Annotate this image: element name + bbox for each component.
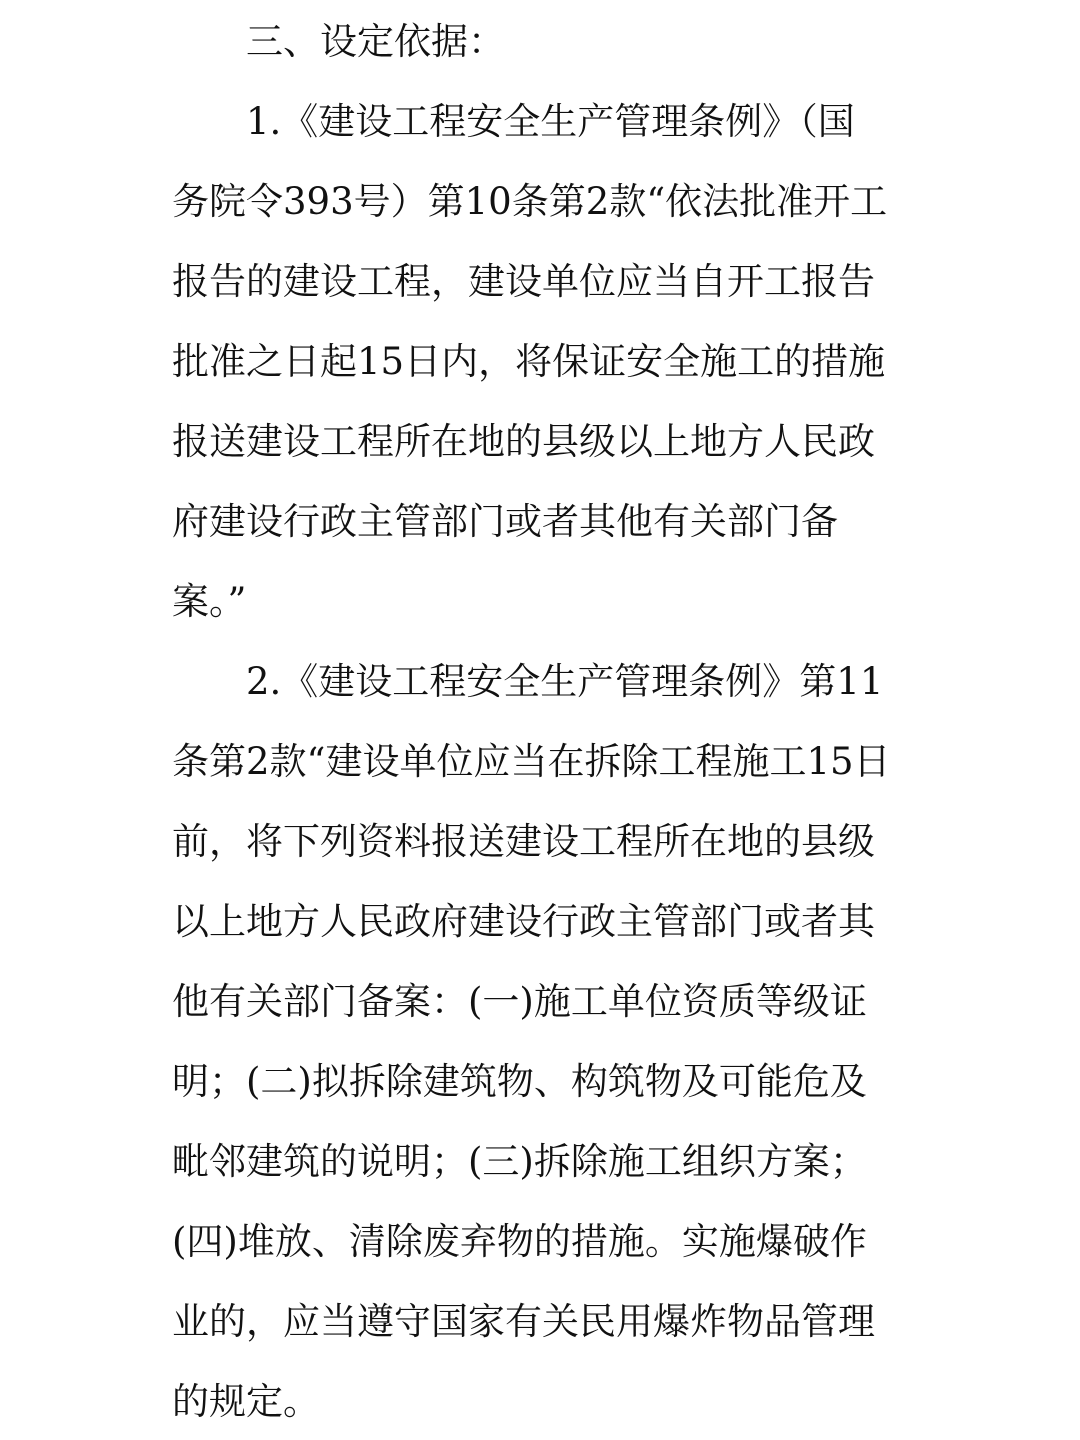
text-line: (四)堆放、清除废弃物的措施。实施爆破作 [172, 1220, 867, 1263]
text-line: 他有关部门备案：(一)施工单位资质等级证 [172, 980, 867, 1023]
text-line: 府建设行政主管部门或者其他有关部门备 [172, 500, 838, 543]
text-line: 1.《建设工程安全生产管理条例》（国 [246, 100, 855, 143]
text-line: 前，将下列资料报送建设工程所在地的县级 [172, 820, 875, 863]
text-line: 以上地方人民政府建设行政主管部门或者其 [172, 900, 875, 943]
text-line: 2.《建设工程安全生产管理条例》第11 [246, 660, 884, 703]
text-line: 的规定。 [172, 1380, 320, 1423]
text-line: 务院令393号）第10条第2款“依法批准开工 [172, 180, 888, 223]
text-line: 报送建设工程所在地的县级以上地方人民政 [172, 420, 875, 463]
text-line: 明；(二)拟拆除建筑物、构筑物及可能危及 [172, 1060, 867, 1103]
text-line: 案。” [172, 580, 247, 623]
text-line: 业的，应当遵守国家有关民用爆炸物品管理 [172, 1300, 875, 1343]
text-line: 条第2款“建设单位应当在拆除工程施工15日 [172, 740, 891, 783]
text-line: 报告的建设工程，建设单位应当自开工报告 [172, 260, 875, 303]
text-line: 毗邻建筑的说明；(三)拆除施工组织方案； [172, 1140, 867, 1183]
section-heading: 三、设定依据： [246, 20, 505, 63]
text-line: 批准之日起15日内，将保证安全施工的措施 [172, 340, 886, 383]
